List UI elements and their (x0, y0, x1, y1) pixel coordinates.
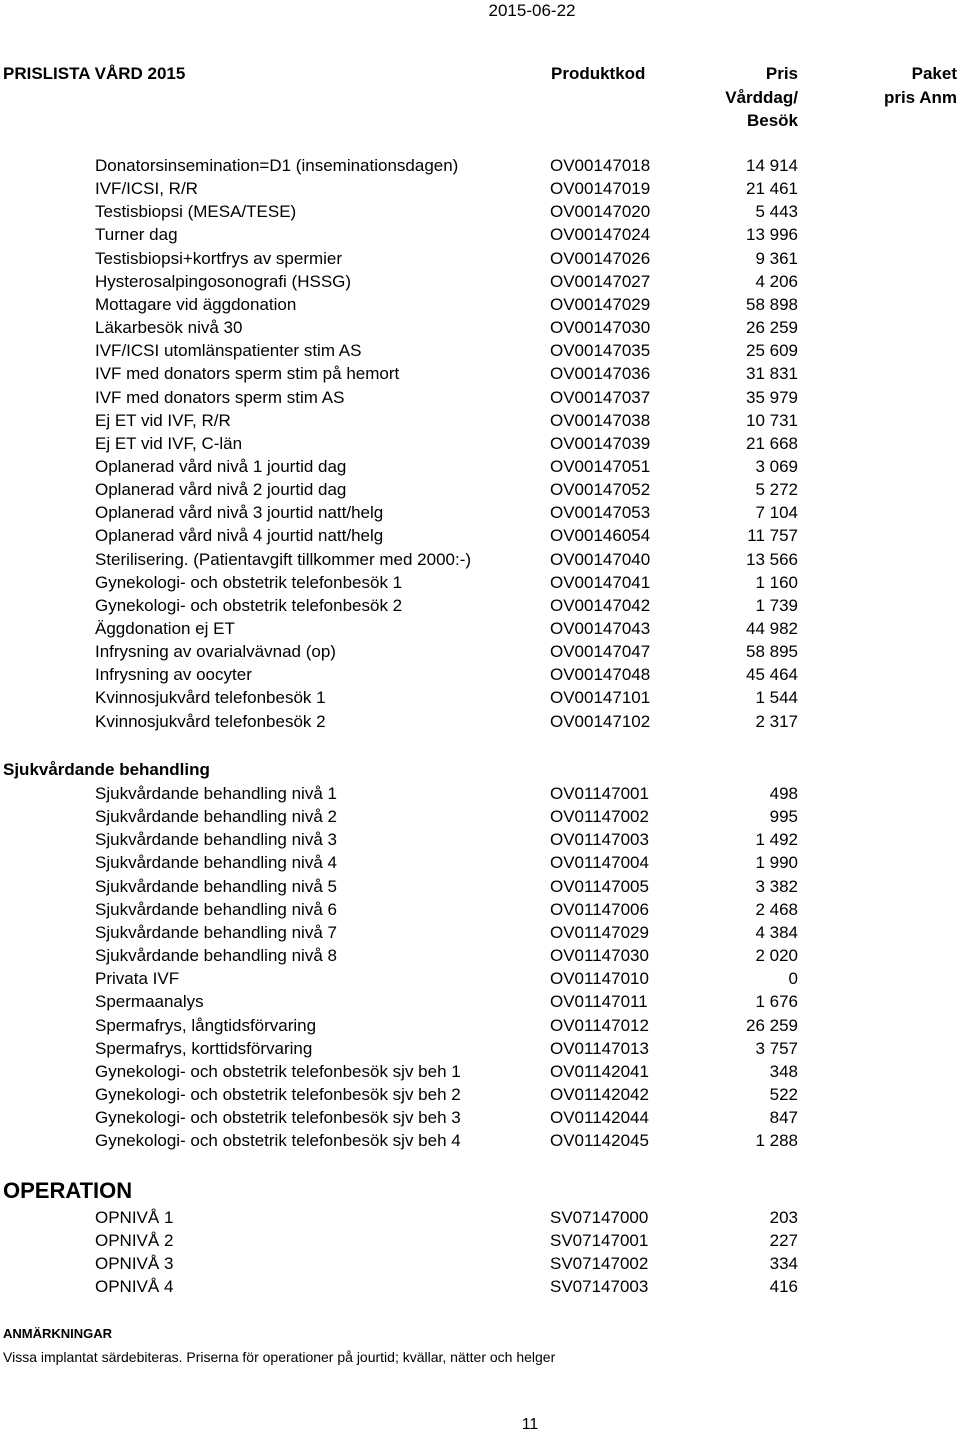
item-price: 21 461 (746, 179, 798, 199)
product-code: OV01147002 (550, 807, 649, 827)
item-name: Sjukvårdande behandling nivå 4 (95, 853, 337, 873)
table-row (0, 270, 960, 293)
table-row (0, 200, 960, 223)
product-code: OV01142044 (550, 1108, 649, 1128)
table-row (0, 501, 960, 524)
product-code: OV00147020 (550, 202, 651, 222)
table-row (0, 1206, 960, 1229)
item-price: 3 069 (755, 456, 798, 476)
product-code: SV07147000 (550, 1208, 649, 1227)
item-name: Oplanerad vård nivå 2 jourtid dag (95, 480, 347, 500)
item-price: 11 757 (747, 526, 798, 546)
item-name: Gynekologi- och obstetrik telefonbesök sjv beh 2 (95, 1084, 461, 1104)
table-row (0, 478, 960, 501)
item-name: Privata IVF (95, 969, 180, 989)
product-code: OV01142042 (550, 1084, 649, 1104)
item-name: Gynekologi- och obstetrik telefonbesök sjv beh 4 (95, 1131, 461, 1151)
product-code: OV00147036 (550, 364, 651, 384)
page-title: PRISLISTA VÅRD 2015 (3, 64, 186, 83)
item-price: 4 384 (755, 922, 798, 942)
item-name: Spermafrys, långtidsförvaring (95, 1015, 317, 1035)
item-name: IVF med donators sperm stim AS (95, 387, 345, 407)
item-price: 522 (769, 1084, 798, 1104)
item-name: Oplanerad vård nivå 1 jourtid dag (95, 456, 347, 476)
item-name: Ej ET vid IVF, R/R (95, 410, 231, 430)
table-row (0, 339, 960, 362)
table-row (0, 571, 960, 594)
product-code: OV00147048 (550, 665, 651, 685)
item-price: 3 757 (755, 1038, 798, 1058)
table-row (0, 223, 960, 246)
product-code: OV01142045 (550, 1131, 649, 1151)
item-price: 21 668 (746, 433, 798, 453)
table-row (0, 944, 960, 967)
product-code: OV00146054 (550, 526, 651, 546)
table-row (0, 617, 960, 640)
item-name: OPNIVÅ 2 (95, 1231, 174, 1251)
item-name: Sjukvårdande behandling nivå 8 (95, 946, 337, 966)
product-code: OV00147040 (550, 549, 651, 569)
item-name: Infrysning av ovarialvävnad (op) (95, 642, 336, 662)
item-name: Kvinnosjukvård telefonbesök 1 (95, 688, 326, 708)
item-price: 35 979 (746, 387, 798, 407)
item-name: Gynekologi- och obstetrik telefonbesök 1 (95, 572, 403, 592)
table-row (0, 1252, 960, 1275)
item-name: Läkarbesök nivå 30 (95, 318, 243, 338)
item-name: IVF/ICSI, R/R (95, 179, 198, 199)
item-name: Gynekologi- och obstetrik telefonbesök 2 (95, 595, 403, 615)
product-code: OV01147004 (550, 853, 649, 873)
product-code: OV00147042 (550, 595, 651, 615)
item-name: Sjukvårdande behandling nivå 1 (95, 784, 337, 803)
item-name: Sjukvårdande behandling nivå 5 (95, 876, 337, 896)
column-header-package-line: pris Anm (883, 87, 957, 107)
item-price: 3 382 (755, 876, 798, 896)
item-name: OPNIVÅ 4 (95, 1277, 174, 1297)
item-price: 45 464 (746, 665, 798, 685)
product-code: OV01147011 (550, 992, 648, 1012)
item-name: Gynekologi- och obstetrik telefonbesök sjv beh 3 (95, 1108, 461, 1128)
item-name: IVF med donators sperm stim på hemort (95, 364, 400, 384)
table-row (0, 640, 960, 663)
item-price: 2 020 (755, 946, 798, 966)
item-price: 203 (769, 1208, 798, 1227)
item-name: IVF/ICSI utomlänspatienter stim AS (95, 341, 362, 361)
column-header-package-line: Paket (911, 64, 957, 83)
item-name: Sjukvårdande behandling nivå 3 (95, 830, 337, 850)
column-header-price (725, 62, 798, 133)
table-row (0, 293, 960, 316)
table-row (0, 875, 960, 898)
item-name: Kvinnosjukvård telefonbesök 2 (95, 711, 326, 731)
product-code: OV01142041 (550, 1061, 649, 1081)
product-code: SV07147002 (550, 1254, 649, 1274)
item-price: 44 982 (746, 619, 798, 638)
table-row (0, 710, 960, 733)
table-row (0, 524, 960, 547)
item-name: Sjukvårdande behandling nivå 6 (95, 899, 337, 919)
item-name: Mottagare vid äggdonation (95, 294, 297, 314)
item-price: 1 990 (755, 853, 798, 873)
product-code: OV00147052 (550, 480, 651, 500)
product-code: OV00147038 (550, 410, 651, 430)
column-header-price-line: Pris (765, 64, 798, 83)
product-code: OV01147013 (550, 1038, 649, 1058)
product-code: OV01147001 (550, 784, 649, 803)
item-price: 1 160 (755, 572, 798, 592)
item-name: Oplanerad vård nivå 3 jourtid natt/helg (95, 503, 384, 523)
column-header-price-line: Besök (746, 111, 798, 130)
item-name: Infrysning av oocyter (95, 665, 252, 685)
item-price: 1 676 (755, 992, 798, 1012)
product-code: OV00147035 (550, 341, 651, 361)
table-row (0, 851, 960, 874)
product-code: OV00147019 (550, 179, 651, 199)
table-row (0, 386, 960, 409)
product-code: OV00147030 (550, 318, 651, 338)
table-row (0, 362, 960, 385)
item-price: 498 (769, 784, 798, 803)
item-price: 13 996 (746, 225, 798, 245)
product-code: OV00147053 (550, 503, 651, 523)
item-price: 4 206 (755, 271, 798, 291)
table-row (0, 805, 960, 828)
table-row (0, 1129, 960, 1152)
item-price: 26 259 (746, 318, 798, 338)
table-row (0, 154, 960, 177)
table-row (0, 177, 960, 200)
table-row (0, 1106, 960, 1129)
table-row (0, 828, 960, 851)
notes-heading: ANMÄRKNINGAR (3, 1326, 113, 1341)
notes-text: Vissa implantat särdebiteras. Priserna för operationer på jourtid; kvällar, nätter och helger (3, 1349, 556, 1365)
table-row (0, 1275, 960, 1298)
product-code: OV01147030 (550, 946, 649, 966)
item-price: 58 898 (746, 294, 798, 314)
item-price: 58 895 (746, 642, 798, 662)
table-row (0, 898, 960, 921)
item-price: 1 739 (755, 595, 798, 615)
table-row (0, 548, 960, 571)
document-date: 2015-06-22 (488, 1, 576, 20)
product-code: OV00147026 (550, 248, 651, 268)
table-row (0, 432, 960, 455)
item-name: Sterilisering. (Patientavgift tillkommer med 2000:-) (95, 549, 472, 569)
table-row (0, 686, 960, 709)
item-name: Spermaanalys (95, 992, 204, 1012)
column-header-price-line: Vårddag/ (725, 87, 798, 107)
item-price: 334 (769, 1254, 798, 1274)
item-name: OPNIVÅ 3 (95, 1254, 174, 1274)
item-price: 847 (769, 1108, 798, 1128)
table-row (0, 247, 960, 270)
item-price: 5 272 (755, 480, 798, 500)
item-name: Donatorsinsemination=D1 (inseminationsdagen) (95, 156, 459, 175)
item-price: 7 104 (755, 503, 798, 523)
table-row (0, 409, 960, 432)
item-price: 416 (769, 1277, 798, 1297)
item-price: 14 914 (746, 156, 798, 175)
table-row (0, 594, 960, 617)
item-price: 25 609 (746, 341, 798, 361)
item-price: 1 288 (755, 1131, 798, 1151)
item-name: Testisbiopsi (MESA/TESE) (95, 202, 297, 222)
product-code: OV01147003 (550, 830, 649, 850)
table-row (0, 990, 960, 1013)
product-code: OV00147043 (550, 619, 651, 638)
item-name: Sjukvårdande behandling nivå 2 (95, 807, 337, 827)
product-code: OV00147101 (550, 688, 651, 708)
product-code: OV00147018 (550, 156, 651, 175)
item-name: Testisbiopsi+kortfrys av spermier (95, 248, 343, 268)
item-price: 227 (769, 1231, 798, 1251)
item-price: 0 (788, 969, 798, 989)
product-code: OV00147041 (550, 572, 651, 592)
item-price: 9 361 (755, 248, 798, 268)
column-header-product-code: Produktkod (551, 64, 646, 83)
product-code: OV00147024 (550, 225, 651, 245)
item-price: 2 317 (755, 711, 798, 731)
item-price: 10 731 (746, 410, 798, 430)
item-price: 1 544 (755, 688, 798, 708)
item-name: Ej ET vid IVF, C-län (95, 433, 243, 453)
item-name: Spermafrys, korttidsförvaring (95, 1038, 313, 1058)
table-row (0, 1060, 960, 1083)
table-row (0, 782, 960, 805)
item-name: Hysterosalpingosonografi (HSSG) (95, 271, 352, 291)
page-number: 11 (521, 1416, 539, 1433)
table-row (0, 921, 960, 944)
item-price: 13 566 (746, 549, 798, 569)
item-price: 31 831 (746, 364, 798, 384)
table-row (0, 967, 960, 990)
table-row (0, 1229, 960, 1252)
product-code: OV01147029 (550, 922, 649, 942)
item-name: Oplanerad vård nivå 4 jourtid natt/helg (95, 526, 384, 546)
product-code: OV00147037 (550, 387, 651, 407)
item-price: 2 468 (755, 899, 798, 919)
product-code: SV07147003 (550, 1277, 649, 1297)
table-row (0, 1014, 960, 1037)
column-header-package (884, 62, 957, 109)
table-row (0, 663, 960, 686)
product-code: OV00147027 (550, 271, 651, 291)
product-code: OV00147051 (550, 456, 651, 476)
item-name: Äggdonation ej ET (95, 619, 235, 638)
product-code: OV01147005 (550, 876, 649, 896)
item-price: 1 492 (755, 830, 798, 850)
product-code: OV00147039 (550, 433, 651, 453)
item-price: 5 443 (755, 202, 798, 222)
product-code: SV07147001 (550, 1231, 649, 1251)
section-heading-operation: OPERATION (3, 1178, 133, 1203)
item-price: 26 259 (746, 1015, 798, 1035)
item-name: Sjukvårdande behandling nivå 7 (95, 922, 337, 942)
product-code: OV01147012 (550, 1015, 649, 1035)
table-row (0, 455, 960, 478)
table-row (0, 1037, 960, 1060)
item-price: 348 (769, 1061, 798, 1081)
item-price: 995 (769, 807, 798, 827)
product-code: OV00147102 (550, 711, 651, 731)
product-code: OV00147029 (550, 294, 651, 314)
table-row (0, 316, 960, 339)
product-code: OV00147047 (550, 642, 651, 662)
product-code: OV01147006 (550, 899, 649, 919)
item-name: Gynekologi- och obstetrik telefonbesök sjv beh 1 (95, 1061, 461, 1081)
item-name: OPNIVÅ 1 (95, 1208, 174, 1227)
item-name: Turner dag (95, 225, 178, 245)
section-heading-sjukvardande: Sjukvårdande behandling (3, 760, 210, 779)
table-row (0, 1083, 960, 1106)
product-code: OV01147010 (550, 969, 649, 989)
